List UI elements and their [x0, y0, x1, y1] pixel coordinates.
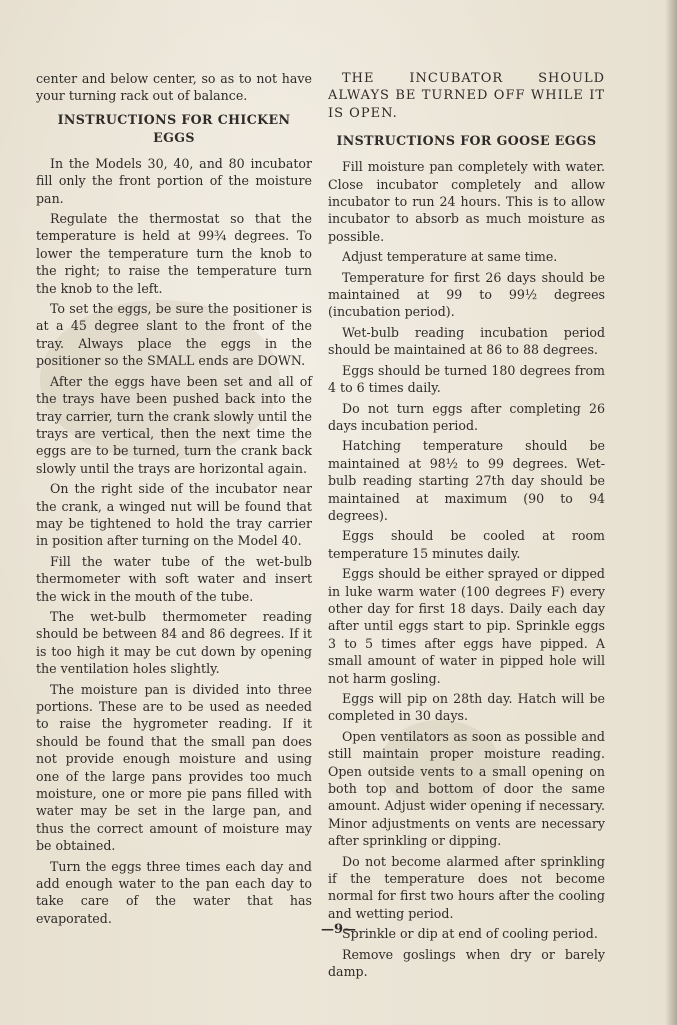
right-paragraph: Eggs should be either sprayed or dipped in luke warm water (100 degrees F) every other day for first 18 days. Daily each day after until eggs start to pip. Sprinkle eggs 3 to 5 times after eggs have pipped. A small amount of water in pipped hole will not harm gosling.	[328, 566, 605, 686]
right-paragraph: Sprinkle or dip at end of cooling period.	[342, 926, 598, 942]
left-paragraph: The wet-bulb thermometer reading should be between 84 and 86 degrees. If it is too high it may be cut down by opening the ventilation holes slightly.	[36, 608, 312, 677]
page-number: —9—	[320, 922, 357, 937]
right-paragraph: Eggs should be cooled at room temperature 15 minutes daily.	[328, 528, 605, 561]
right-paragraph: Hatching temperature should be maintained at 98½ to 99 degrees. Wet-bulb reading starting 27th day should be maintained at maximum (90 to 94 degrees).	[328, 438, 605, 523]
left-paragraph: The moisture pan is divided into three portions. These are to be used as needed to raise the hygrometer reading. If it should be found that the small pan does not provide enough moisture and using one of the large pans provides too much moisture, one or more pie pans filled with water may be set in the large pan, and thus the correct amount of moisture may be obtained.	[36, 681, 312, 854]
right-paragraph: Eggs will pip on 28th day. Hatch will be completed in 30 days.	[328, 691, 605, 724]
right-paragraph: Adjust temperature at same time.	[342, 249, 558, 265]
left-intro-paragraph: center and below center, so as to not have your turning rack out of balance.	[36, 71, 312, 104]
left-paragraph: On the right side of the incubator near the crank, a winged nut will be found that may be tightened to hold the tray carrier in position after turning on the Model 40.	[36, 481, 312, 549]
incubator-notice: THE INCUBATOR SHOULD ALWAYS BE TURNED OFF WHILE IT IS OPEN.	[328, 71, 605, 121]
left-paragraph: Regulate the thermostat so that the temperature is held at 99¾ degrees. To lower the temperature turn the knob to the right; to raise the temperature turn the knob to the left.	[36, 211, 312, 296]
right-paragraph: Remove goslings when dry or barely damp.	[328, 946, 605, 980]
right-paragraph: Open ventilators as soon as possible and still maintain proper moisture reading. Open outside vents to a small opening on both top and bottom of door the same amount. Adjust wider opening if necessary. Minor adjustments on vents are necessary after sprinkling or dipping.	[328, 728, 605, 849]
chicken-eggs-heading: INSTRUCTIONS FOR CHICKEN EGGS	[57, 111, 291, 145]
left-column	[36, 70, 312, 930]
goose-eggs-heading: INSTRUCTIONS FOR GOOSE EGGS	[336, 133, 597, 149]
right-paragraph: Do not turn eggs after completing 26 days incubation period.	[328, 400, 605, 433]
right-column	[328, 70, 605, 984]
left-paragraph: Turn the eggs three times each day and add enough water to the pan each day to take care of the water that has evaporated.	[36, 858, 312, 926]
right-paragraph: Eggs should be turned 180 degrees from 4 to 6 times daily.	[328, 362, 605, 396]
left-paragraph: In the Models 30, 40, and 80 incubator fill only the front portion of the moisture pan.	[36, 155, 312, 206]
left-paragraph: After the eggs have been set and all of the trays have been pushed back into the tray carrier, turn the crank slowly until the trays are vertical, then the next time the eggs are to be turned, turn the crank back slowly until the trays are horizontal again.	[36, 373, 312, 476]
page-edge-shadow	[665, 0, 677, 1025]
right-paragraph: Fill moisture pan completely with water. Close incubator completely and allow incubator to run 24 hours. This is to allow incubator to absorb as much moisture as possible.	[328, 159, 605, 244]
right-paragraph: Temperature for first 26 days should be maintained at 99 to 99½ degrees (incubation period).	[328, 269, 605, 320]
left-paragraph: To set the eggs, be sure the positioner is at a 45 degree slant to the front of the tray. Always place the eggs in the positioner so the SMALL ends are DOWN.	[36, 301, 312, 369]
right-paragraph: Wet-bulb reading incubation period should be maintained at 86 to 88 degrees.	[328, 324, 605, 358]
right-paragraph: Do not become alarmed after sprinkling if the temperature does not become normal for first two hours after the cooling and wetting period.	[328, 853, 605, 921]
left-paragraph: Fill the water tube of the wet-bulb thermometer with soft water and insert the wick in the mouth of the tube.	[36, 553, 312, 604]
